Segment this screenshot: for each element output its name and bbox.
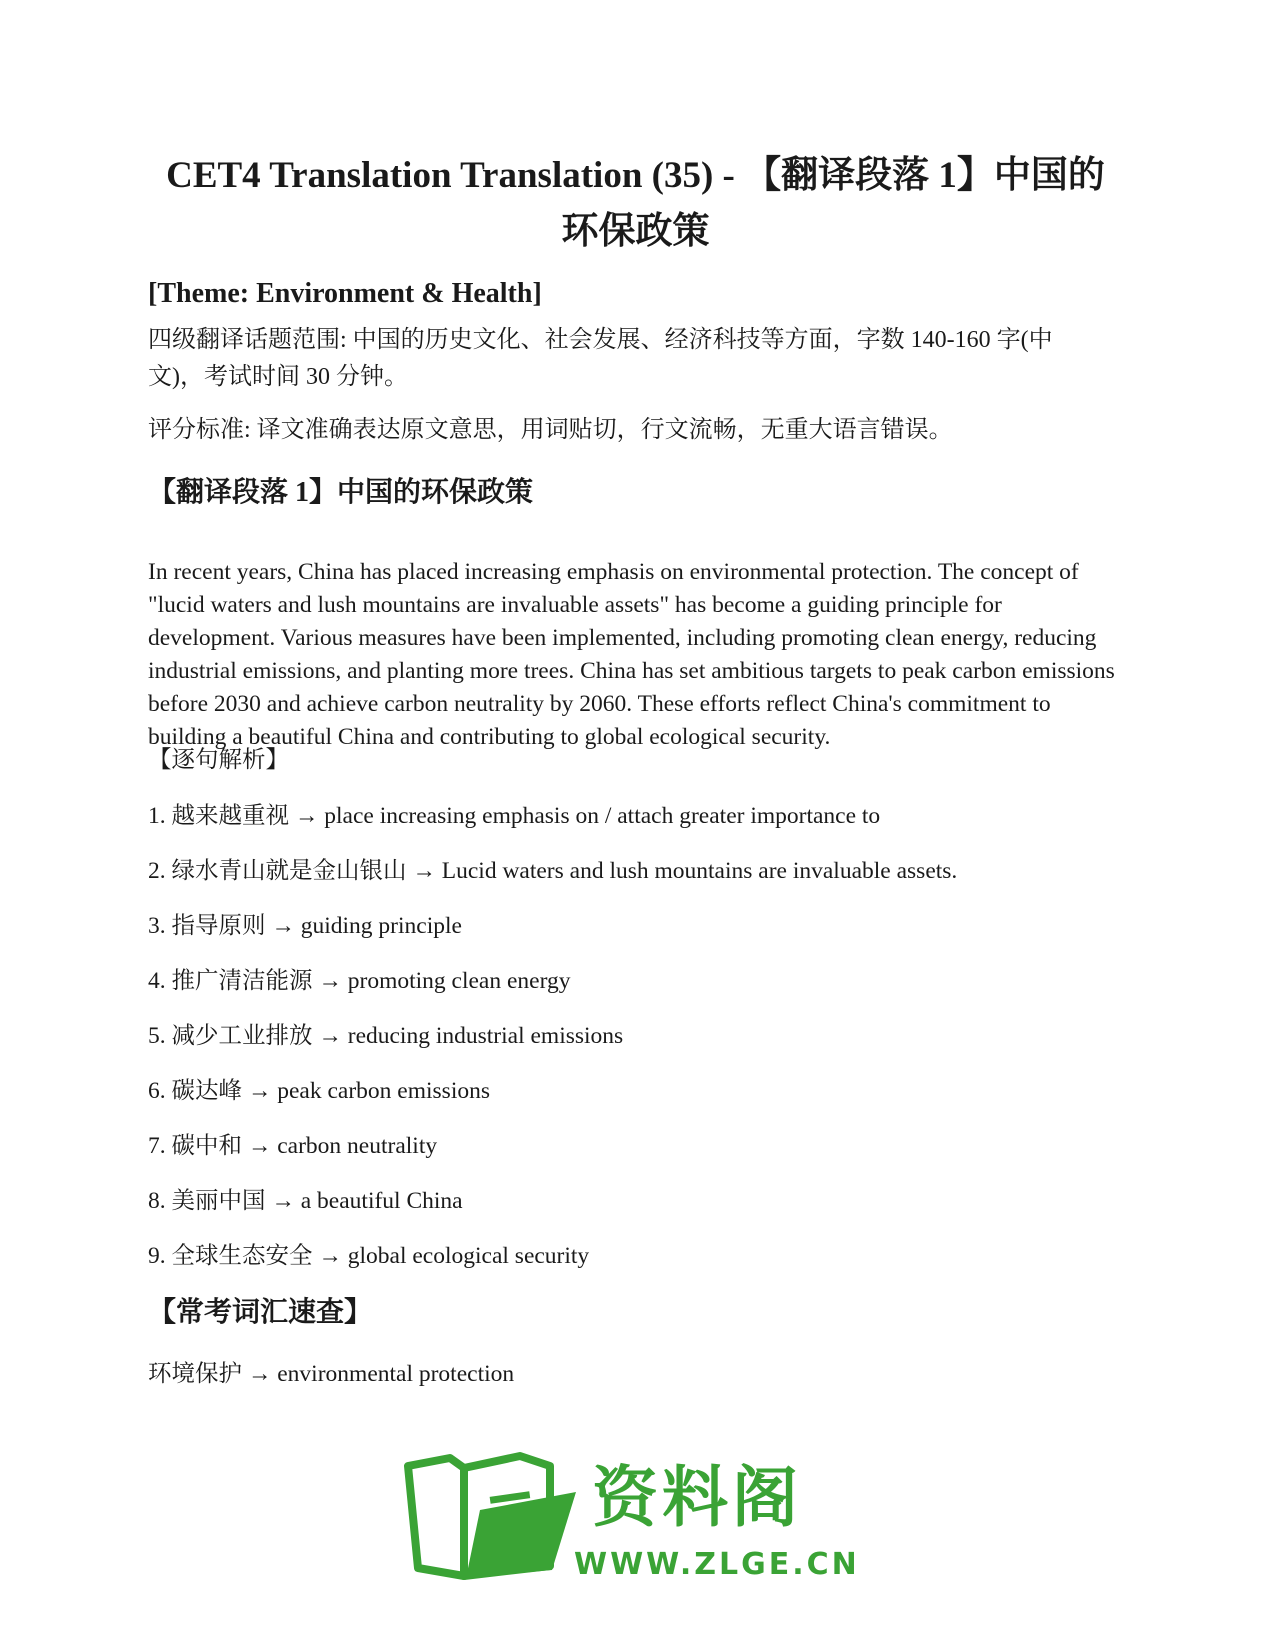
topic-range-line-1: 四级翻译话题范围: 中国的历史文化、社会发展、经济科技等方面，字数 140-160 字(中 — [148, 327, 1053, 353]
analysis-item: 9. 全球生态安全 → global ecological security — [148, 1243, 590, 1269]
analysis-item: 7. 碳中和 → carbon neutrality — [148, 1133, 438, 1159]
analysis-heading: 【逐句解析】 — [148, 747, 289, 773]
analysis-item: 6. 碳达峰 → peak carbon emissions — [148, 1078, 491, 1104]
vocab-heading: 【常考词汇速查】 — [148, 1297, 373, 1328]
topic-range-paragraph — [148, 322, 1108, 396]
topic-range-line-2: 文)，考试时间 30 分钟。 — [148, 364, 408, 390]
analysis-item: 4. 推广清洁能源 → promoting clean energy — [148, 968, 571, 994]
section-heading: 【翻译段落 1】中国的环保政策 — [148, 477, 534, 508]
scoring-criteria: 评分标准: 译文准确表达原文意思，用词贴切，行文流畅，无重大语言错误。 — [148, 417, 953, 443]
title-line-2: 环保政策 — [561, 211, 710, 252]
watermark-logo — [400, 1448, 870, 1583]
watermark-name: 资料阁 — [592, 1459, 802, 1536]
theme-label: [Theme: Environment & Health] — [148, 278, 542, 309]
document-title — [148, 148, 1123, 260]
analysis-item: 2. 绿水青山就是金山银山 → Lucid waters and lush mountains are invaluable assets. — [148, 858, 958, 884]
analysis-item: 8. 美丽中国 → a beautiful China — [148, 1188, 463, 1214]
title-line-1: CET4 Translation Translation (35) - 【翻译段落 1】中国的 — [166, 155, 1105, 196]
analysis-item: 5. 减少工业排放 → reducing industrial emissions — [148, 1023, 624, 1049]
watermark-url: WWW.ZLGE.CN — [574, 1547, 860, 1582]
analysis-item: 1. 越来越重视 → place increasing emphasis on / attach greater importance to — [148, 803, 881, 829]
book-folder-icon — [408, 1456, 576, 1578]
analysis-item: 3. 指导原则 → guiding principle — [148, 913, 462, 939]
translation-passage: In recent years, China has placed increasing emphasis on environmental protection. The concept of "lucid waters and lush mountains are invaluable assets" has become a guiding principle for development. Various measures have been implemented, including promoting clean energy, reducing industrial emissions, and planting more trees. China has set ambitious targets to peak carbon emissions before 2030 and achieve carbon neutrality by 2060. These efforts reflect China's commitment to building a beautiful China and contributing to global ecological security. — [148, 559, 1115, 750]
vocab-item: 环境保护 → environmental protection — [148, 1361, 515, 1387]
